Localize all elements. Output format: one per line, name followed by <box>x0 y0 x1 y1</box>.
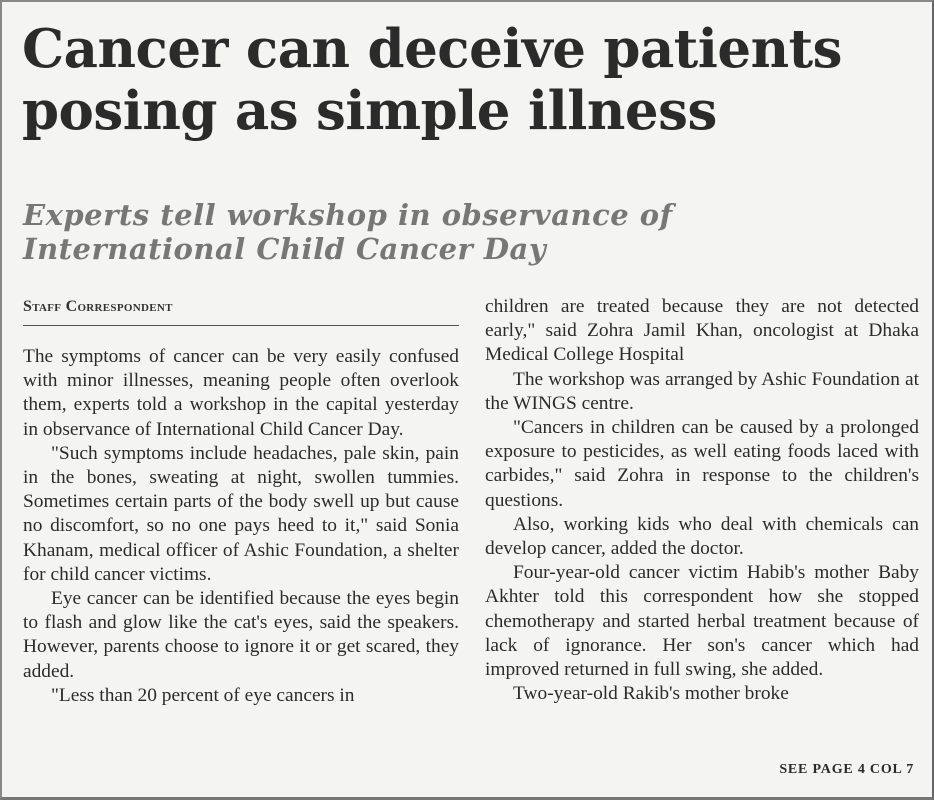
paragraph: The workshop was arranged by Ashic Foundation at the WINGS centre. <box>485 368 919 414</box>
article-column-2 <box>485 295 919 706</box>
subheadline: Experts tell workshop in observance of International Child Cancer Day <box>23 198 673 266</box>
byline: Staff Correspondent <box>23 298 173 315</box>
paragraph: children are treated because they are not detected early," said Zohra Jamil Khan, oncologist at Dhaka Medical College Hospital <box>485 296 919 366</box>
paragraph: Four-year-old cancer victim Habib's mother Baby Akhter told this correspondent how she stopped chemotherapy and started herbal treatment because of lack of ignorance. Her son's cancer which had improved returned in full swing, she added. <box>485 562 919 681</box>
paragraph: Two-year-old Rakib's mother broke <box>513 683 789 705</box>
headline: Cancer can deceive patients posing as simple illness <box>22 18 842 142</box>
paragraph: "Less than 20 percent of eye cancers in <box>51 684 355 706</box>
paragraph: Eye cancer can be identified because the eyes begin to flash and glow like the cat's eyes, said the speakers. However, parents choose to ignore it or get scared, they added. <box>23 588 459 682</box>
paragraph: "Such symptoms include headaches, pale skin, pain in the bones, sweating at night, swollen tummies. Sometimes certain parts of the body swell up but cause no discomfort, so no one pays heed to it," said Sonia Khanam, medical officer of Ashic Foundation, a shelter for child cancer victims. <box>23 442 459 585</box>
paragraph: "Cancers in children can be caused by a prolonged exposure to pesticides, as well eating foods laced with carbides," said Zohra in response to the children's questions. <box>485 417 919 511</box>
paragraph: The symptoms of cancer can be very easily confused with minor illnesses, meaning people often overlook them, experts told a workshop in the capital yesterday in observance of International Child Cancer Day. <box>23 346 459 440</box>
paragraph: Also, working kids who deal with chemicals can develop cancer, added the doctor. <box>485 513 919 560</box>
continuation-jump: SEE PAGE 4 COL 7 <box>779 762 914 777</box>
byline-rule <box>23 325 459 326</box>
article-column-1 <box>23 345 459 708</box>
